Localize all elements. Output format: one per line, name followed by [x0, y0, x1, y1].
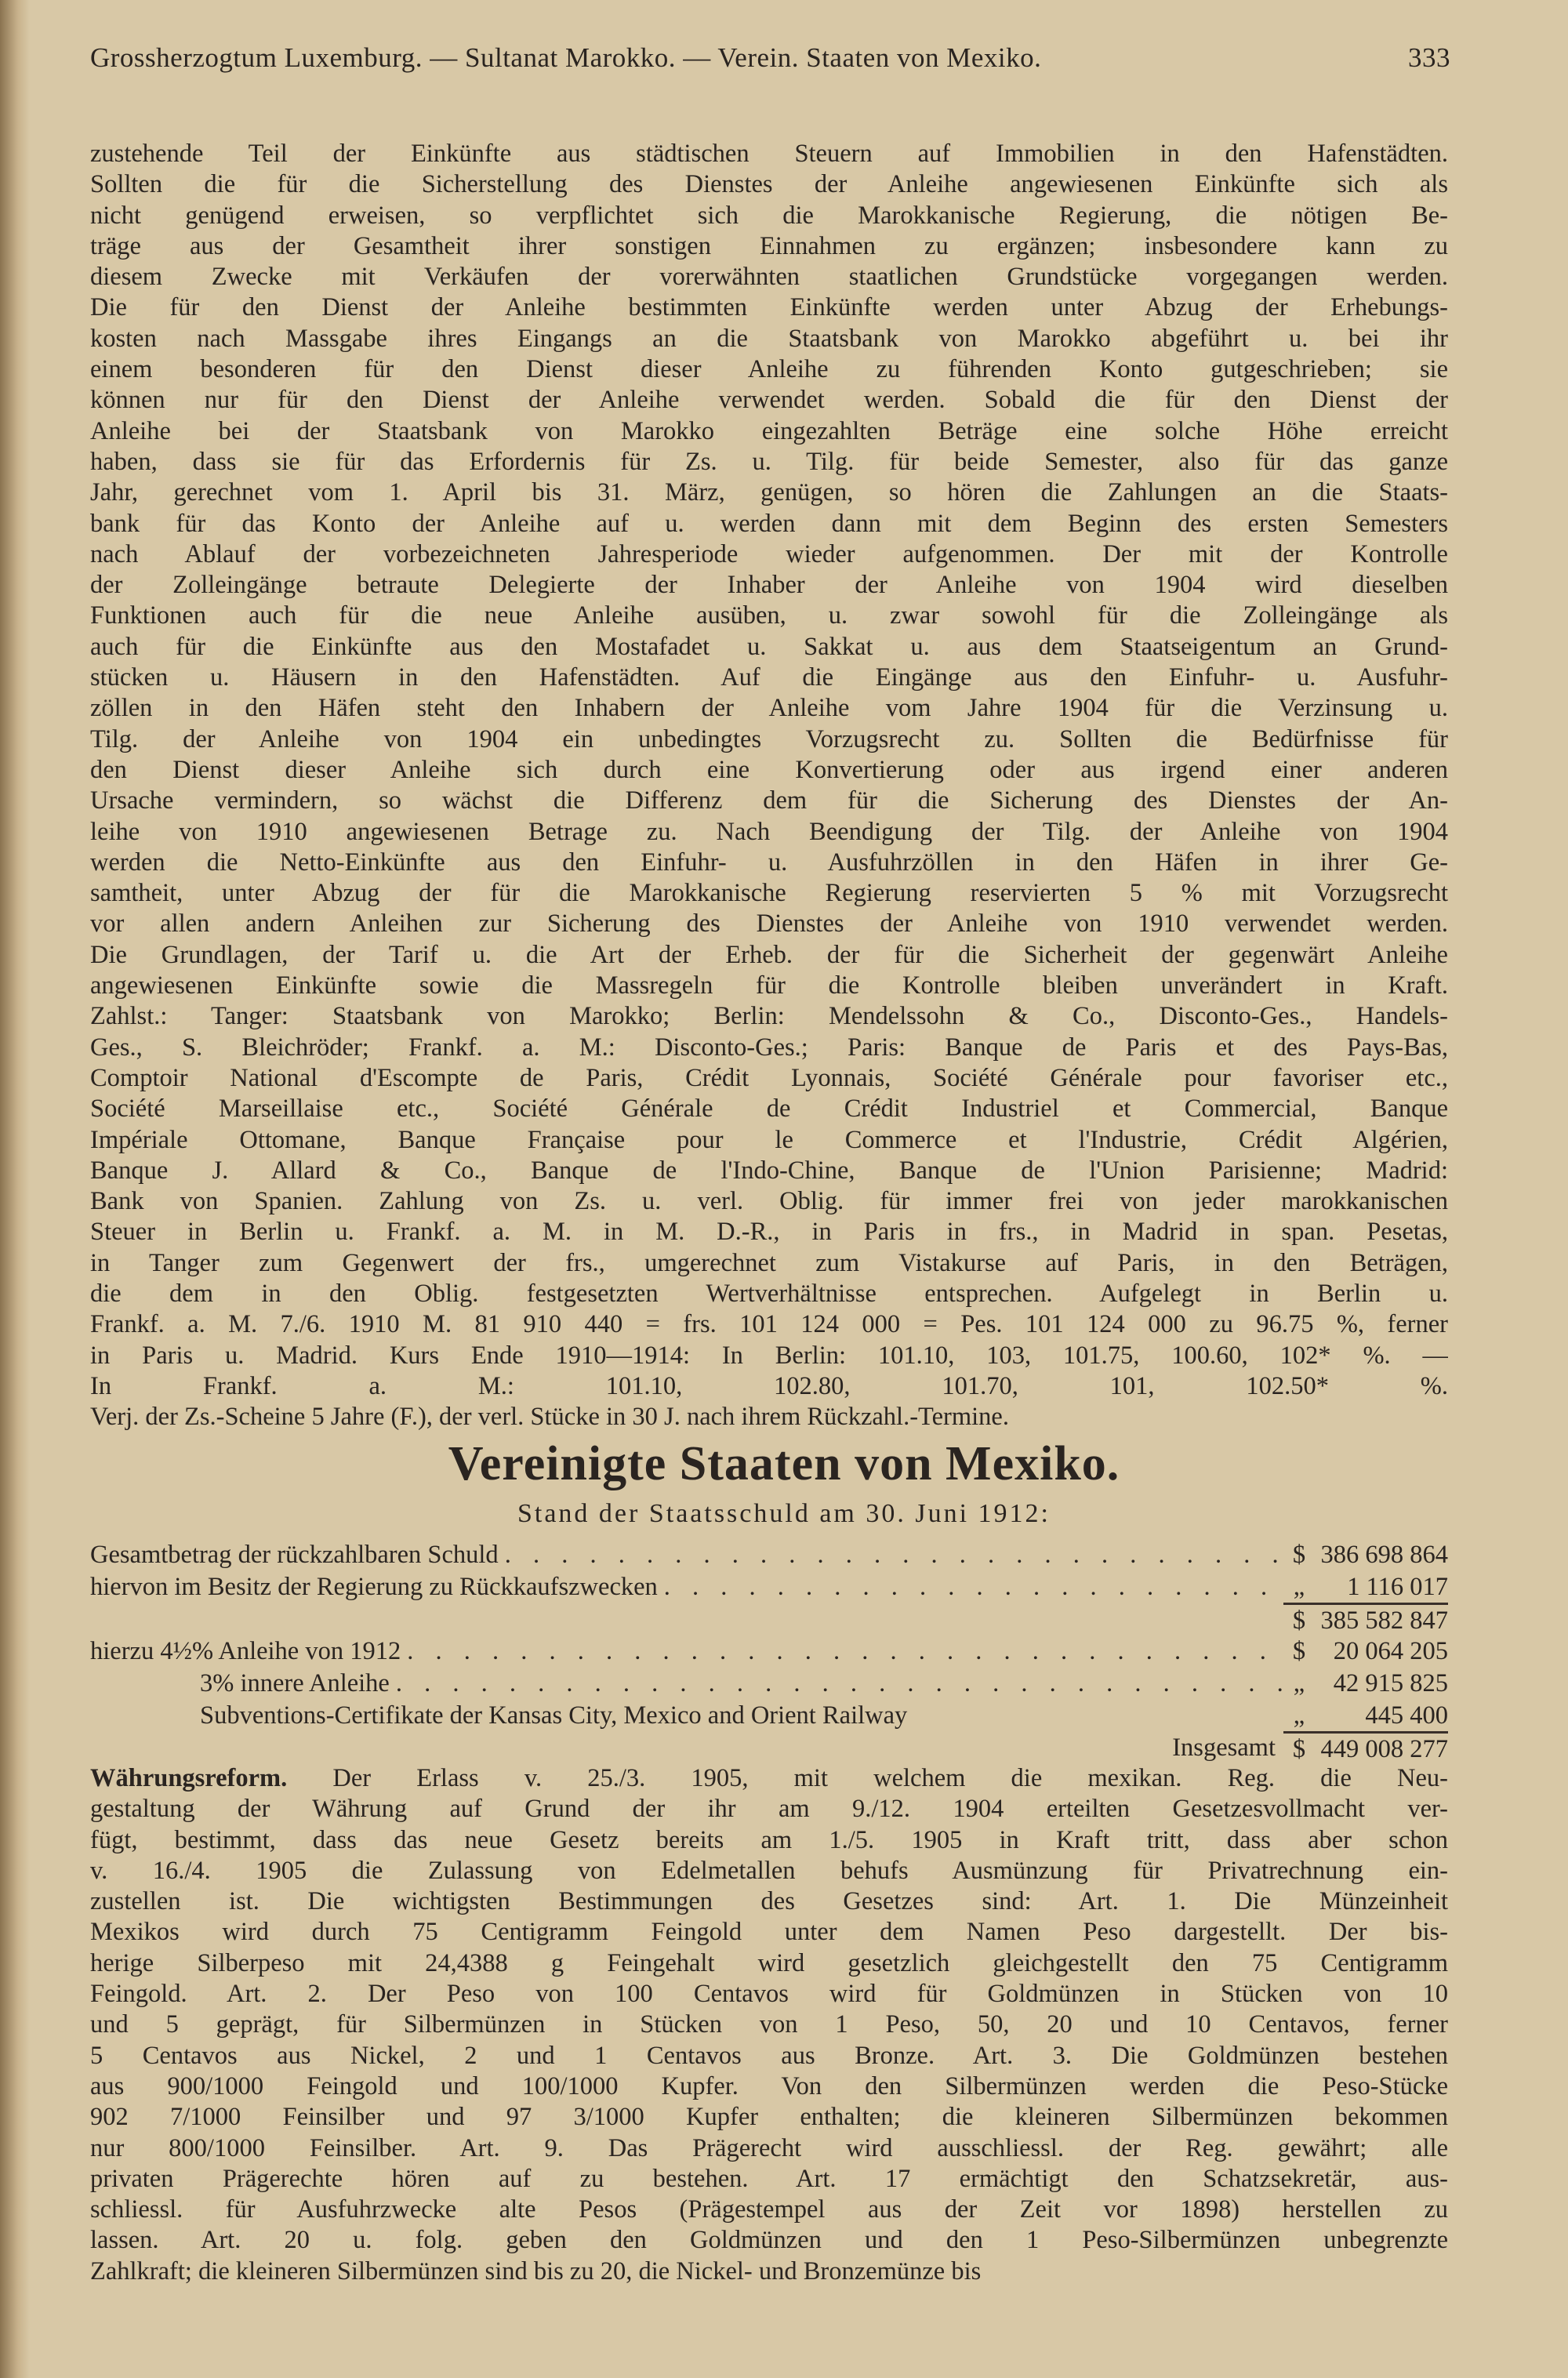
- row-label: hierzu 4½% Anleihe von 1912: [90, 1637, 401, 1665]
- amount: 1 116 017: [1347, 1573, 1448, 1601]
- text-line: Steuer in Berlin u. Frankf. a. M. in M. D.-R., in Paris in frs., in Madrid in span. Pesetas,: [90, 1218, 1448, 1247]
- paragraph-currency-reform: [90, 1763, 1448, 2287]
- currency: „: [1293, 1573, 1305, 1601]
- text-line: Verj. der Zs.-Scheine 5 Jahre (F.), der verl. Stücke in 30 J. nach ihrem Rückzahl.-Termine.: [90, 1403, 1009, 1432]
- table-row: [90, 1571, 1448, 1603]
- text-line: vor allen andern Anleihen zur Sicherung des Dienstes der Anleihe von 1910 verwendet werden.: [90, 909, 1448, 938]
- text-line: Sollten die für die Sicherstellung des Dienstes der Anleihe angewiesenen Einkünfte sich als: [90, 170, 1448, 199]
- amount: 445 400: [1365, 1701, 1448, 1730]
- leader-dots: [499, 1539, 1283, 1571]
- paragraph-morocco-loan: [90, 139, 1448, 1432]
- table-row: [90, 1668, 1448, 1700]
- scan-binding-edge: [0, 0, 30, 2378]
- total-amount: 449 008 277: [1315, 1731, 1448, 1766]
- text-line: nicht genügend erweisen, so verpflichtet sich die Marokkanische Regierung, die nötigen Be-: [90, 201, 1448, 230]
- text-line: Zahlkraft; die kleineren Silbermünzen sind bis zu 20, die Nickel- und Bronzemünze bis: [90, 2256, 982, 2285]
- text-line: zustehende Teil der Einkünfte aus städtischen Steuern auf Immobilien in den Hafenstädten.: [90, 140, 1448, 168]
- text-line: stücken u. Häusern in den Hafenstädten. Auf die Eingänge aus den Einfuhr- u. Ausfuhr-: [90, 663, 1448, 692]
- text-line: angewiesenen Einkünfte sowie die Massregeln für die Kontrolle bleiben unverändert in Kraft.: [90, 971, 1448, 1000]
- table-row: [90, 1539, 1448, 1571]
- text-line: herige Silberpeso mit 24,4388 g Feingehalt wird gesetzlich gleichgestellt den 75 Centigramm: [90, 1948, 1448, 1977]
- text-line: leihe von 1910 angewiesenen Betrage zu. Nach Beendigung der Tilg. der Anleihe von 1904: [90, 817, 1448, 846]
- text-line: kosten nach Massgabe ihres Eingangs an die Staatsbank von Marokko abgeführt u. bei ihr: [90, 324, 1448, 353]
- leader-dots: [658, 1571, 1283, 1603]
- text-line: lassen. Art. 20 u. folg. geben den Goldmünzen und den 1 Peso-Silbermünzen unbegrenzte: [90, 2226, 1448, 2255]
- text-line: können nur für den Dienst der Anleihe verwendet werden. Sobald die für den Dienst der: [90, 386, 1448, 415]
- row-label: Subventions-Certifikate der Kansas City, Mexico and Orient Railway: [200, 1701, 908, 1730]
- text-line: nach Ablauf der vorbezeichneten Jahresperiode wieder aufgenommen. Der mit der Kontrolle: [90, 539, 1448, 568]
- leader-dots: [390, 1668, 1283, 1700]
- text-line: zustellen ist. Die wichtigsten Bestimmungen des Gesetzes sind: Art. 1. Die Münzeinheit: [90, 1887, 1448, 1916]
- text-line: [90, 1763, 1448, 1794]
- text-line: samtheit, unter Abzug der für die Marokkanische Regierung reservierten 5 % mit Vorzugsrecht: [90, 879, 1448, 908]
- amount: 42 915 825: [1333, 1669, 1448, 1697]
- text-line: nur 800/1000 Feinsilber. Art. 9. Das Prägerecht wird ausschliessl. der Reg. gewährt; alle: [90, 2133, 1448, 2162]
- text-line-rest: Der Erlass v. 25./3. 1905, mit welchem die mexikan. Reg. die Neu-: [287, 1764, 1448, 1792]
- text-line: auch für die Einkünfte aus den Mostafadet u. Sakkat u. aus dem Staatseigentum an Grund-: [90, 632, 1448, 661]
- text-line: schliessl. für Ausfuhrzwecke alte Pesos (Prägestempel aus der Zeit vor 1898) herstellen zu: [90, 2195, 1448, 2224]
- section-title: Vereinigte Staaten von Mexiko.: [448, 1437, 1120, 1490]
- currency: $: [1283, 1731, 1315, 1766]
- table-row-total: [90, 1732, 1448, 1764]
- text-line: einem besonderen für den Dienst dieser Anleihe zu führenden Konto gutgeschrieben; sie: [90, 355, 1448, 384]
- total-label: Insgesamt: [1172, 1734, 1276, 1762]
- text-line: Société Marseillaise etc., Société Générale de Crédit Industriel et Commercial, Banque: [90, 1095, 1448, 1124]
- text-line: Die Grundlagen, der Tarif u. die Art der Erheb. der für die Sicherheit der gegenwärt Anleihe: [90, 940, 1448, 969]
- text-line: Comptoir National d'Escompte de Paris, Crédit Lyonnais, Société Générale pour favoriser etc.,: [90, 1063, 1448, 1092]
- text-line: Ges., S. Bleichröder; Frankf. a. M.: Disconto-Ges.; Paris: Banque de Paris et des Pays-Bas,: [90, 1033, 1448, 1062]
- text-line: Funktionen auch für die neue Anleihe ausüben, u. zwar sowohl für die Zolleingänge als: [90, 601, 1448, 630]
- text-line: haben, dass sie für das Erfordernis für Zs. u. Tilg. für beide Semester, also für das ganze: [90, 447, 1448, 476]
- paragraph-lead: Währungsreform.: [90, 1764, 288, 1792]
- text-line: aus 900/1000 Feingold und 100/1000 Kupfer. Von den Silbermünzen werden die Peso-Stücke: [90, 2071, 1448, 2100]
- text-line: Anleihe bei der Staatsbank von Marokko eingezahlten Beträge eine solche Höhe erreicht: [90, 416, 1448, 445]
- table-row-subtotal: [90, 1603, 1448, 1636]
- amount: 20 064 205: [1333, 1637, 1448, 1665]
- currency: $: [1292, 1637, 1306, 1665]
- text-line: v. 16./4. 1905 die Zulassung von Edelmetallen behufs Ausmünzung für Privatrechnung ein-: [90, 1856, 1448, 1885]
- text-line: Jahr, gerechnet vom 1. April bis 31. März, genügen, so hören die Zahlungen an die Staats-: [90, 478, 1448, 507]
- running-header: [90, 42, 1450, 74]
- text-line: 5 Centavos aus Nickel, 2 und 1 Centavos aus Bronze. Art. 3. Die Goldmünzen bestehen: [90, 2041, 1448, 2070]
- text-line: Zahlst.: Tanger: Staatsbank von Marokko; Berlin: Mendelssohn & Co., Disconto-Ges., Handels-: [90, 1002, 1448, 1031]
- text-line: Feingold. Art. 2. Der Peso von 100 Centavos wird für Goldmünzen in Stücken von 10: [90, 1980, 1448, 2009]
- text-line: werden die Netto-Einkünfte aus den Einfuhr- u. Ausfuhrzöllen in den Häfen in ihrer Ge-: [90, 848, 1448, 877]
- amount: 385 582 847: [1315, 1603, 1448, 1637]
- leader-dots: [401, 1636, 1283, 1668]
- text-line: fügt, bestimmt, dass das neue Gesetz bereits am 1./5. 1905 in Kraft tritt, dass aber schon: [90, 1825, 1448, 1854]
- page-number: 333: [1408, 42, 1450, 73]
- text-line: Bank von Spanien. Zahlung von Zs. u. verl. Oblig. für immer frei von jeder marokkanischen: [90, 1187, 1448, 1216]
- text-line: 902 7/1000 Feinsilber und 97 3/1000 Kupfer enthalten; die kleineren Silbermünzen bekommen: [90, 2103, 1448, 2132]
- text-line: zöllen in den Häfen steht den Inhabern der Anleihe vom Jahre 1904 für die Verzinsung u.: [90, 694, 1448, 723]
- text-line: Mexikos wird durch 75 Centigramm Feingold unter dem Namen Peso dargestellt. Der bis-: [90, 1918, 1448, 1947]
- currency: $: [1292, 1541, 1306, 1569]
- text-line: diesem Zwecke mit Verkäufen der vorerwähnten staatlichen Grundstücke vorgegangen werden.: [90, 263, 1448, 292]
- currency: „: [1293, 1669, 1305, 1697]
- debt-table: [90, 1539, 1448, 1764]
- text-line: Die für den Dienst der Anleihe bestimmten Einkünfte werden unter Abzug der Erhebungs-: [90, 293, 1448, 322]
- row-label: hiervon im Besitz der Regierung zu Rückkaufszwecken: [90, 1573, 658, 1601]
- text-line: gestaltung der Währung auf Grund der ihr am 9./12. 1904 erteilten Gesetzesvollmacht ver-: [90, 1795, 1448, 1824]
- text-line: die dem in den Oblig. festgesetzten Wertverhältnisse entsprechen. Aufgelegt in Berlin u.: [90, 1279, 1448, 1308]
- text-line: träge aus der Gesamtheit ihrer sonstigen Einnahmen zu ergänzen; insbesondere kann zu: [90, 231, 1448, 260]
- row-label: Gesamtbetrag der rückzahlbaren Schuld: [90, 1541, 499, 1569]
- text-line: Impériale Ottomane, Banque Française pour le Commerce et l'Industrie, Crédit Algérien,: [90, 1125, 1448, 1154]
- text-line: bank für das Konto der Anleihe auf u. werden dann mit dem Beginn des ersten Semesters: [90, 509, 1448, 538]
- text-line: der Zolleingänge betraute Delegierte der Inhaber der Anleihe von 1904 wird dieselben: [90, 571, 1448, 600]
- text-line: privaten Prägerechte hören auf zu bestehen. Art. 17 ermächtigt den Schatzsekretär, aus-: [90, 2164, 1448, 2193]
- text-line: in Tanger zum Gegenwert der frs., umgerechnet zum Vistakurse auf Paris, in den Beträgen,: [90, 1248, 1448, 1277]
- currency: $: [1283, 1603, 1315, 1637]
- text-line: Banque J. Allard & Co., Banque de l'Indo-Chine, Banque de l'Union Parisienne; Madrid:: [90, 1156, 1448, 1185]
- text-line: Frankf. a. M. 7./6. 1910 M. 81 910 440 = frs. 101 124 000 = Pes. 101 124 000 zu 96.75 %, ferner: [90, 1310, 1448, 1339]
- row-label: 3% innere Anleihe: [200, 1669, 390, 1697]
- section-subtitle: Stand der Staatsschuld am 30. Juni 1912:: [517, 1499, 1051, 1528]
- running-title: Grossherzogtum Luxemburg. — Sultanat Marokko. — Verein. Staaten von Mexiko.: [90, 42, 1042, 73]
- text-line: In Frankf. a. M.: 101.10, 102.80, 101.70, 101, 102.50* %.: [90, 1371, 1448, 1400]
- text-line: und 5 geprägt, für Silbermünzen in Stücken von 1 Peso, 50, 20 und 10 Centavos, ferner: [90, 2010, 1448, 2039]
- text-line: Tilg. der Anleihe von 1904 ein unbedingtes Vorzugsrecht zu. Sollten die Bedürfnisse für: [90, 724, 1448, 753]
- text-line: den Dienst dieser Anleihe sich durch eine Konvertierung oder aus irgend einer anderen: [90, 755, 1448, 784]
- text-line: in Paris u. Madrid. Kurs Ende 1910—1914: In Berlin: 101.10, 103, 101.75, 100.60, 102* %. —: [90, 1341, 1448, 1370]
- text-line: Ursache vermindern, so wächst die Differenz dem für die Sicherung des Dienstes der An-: [90, 786, 1448, 815]
- table-row: [90, 1700, 1448, 1732]
- amount: 386 698 864: [1320, 1541, 1448, 1569]
- currency: „: [1293, 1701, 1305, 1730]
- table-row: [90, 1636, 1448, 1668]
